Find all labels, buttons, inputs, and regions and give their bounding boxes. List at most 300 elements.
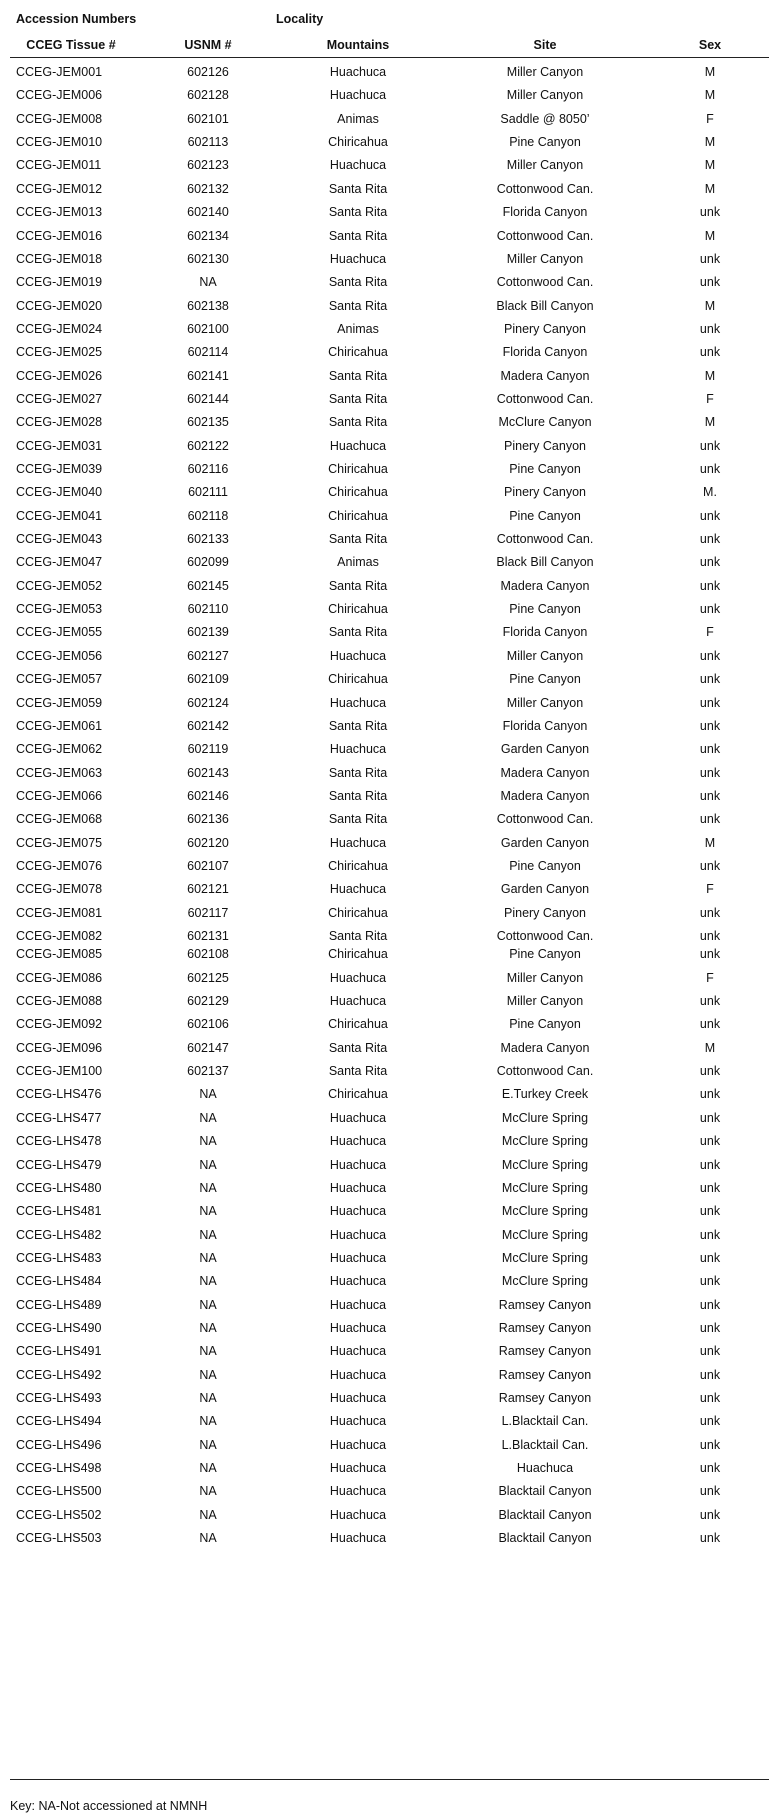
cell-site: Pine Canyon	[509, 135, 581, 150]
cell-site: Pine Canyon	[509, 508, 581, 523]
cell-site: Pine Canyon	[509, 858, 581, 873]
cell-usnm: NA	[199, 1087, 217, 1102]
cell-mountains: Chiricahua	[328, 345, 388, 360]
cell-mountains: Santa Rita	[328, 718, 388, 733]
cell-mountains: Santa Rita	[328, 298, 388, 313]
table-row	[0, 1248, 778, 1268]
table-row	[0, 879, 778, 899]
cell-sex: F	[706, 882, 714, 897]
cell-sex: unk	[699, 1134, 721, 1149]
cell-mountains: Santa Rita	[328, 532, 388, 546]
cell-usnm: 602113	[187, 135, 229, 150]
cell-tissue: CCEG-JEM088	[16, 994, 103, 1008]
cell-usnm: NA	[199, 1320, 217, 1335]
cell-site: Cottonwood Can.	[496, 532, 594, 546]
cell-site: E.Turkey Creek	[501, 1087, 589, 1102]
cell-mountains: Huachuca	[329, 1367, 387, 1382]
cell-site: Miller Canyon	[506, 88, 584, 103]
cell-mountains: Huachuca	[329, 1391, 387, 1405]
cell-sex: unk	[699, 462, 721, 476]
cell-sex: unk	[699, 251, 721, 266]
cell-sex: M	[704, 181, 716, 196]
cell-sex: unk	[699, 1484, 721, 1499]
cell-site: Ramsey Canyon	[498, 1367, 592, 1382]
cell-usnm: NA	[199, 1250, 217, 1265]
cell-tissue: CCEG-JEM040	[16, 485, 103, 500]
cell-sex: M	[704, 835, 716, 850]
cell-site: Madera Canyon	[500, 368, 590, 383]
cell-tissue: CCEG-JEM061	[16, 718, 103, 733]
cell-sex: unk	[699, 947, 721, 962]
cell-sex: M	[704, 298, 716, 313]
cell-mountains: Santa Rita	[328, 929, 388, 943]
cell-sex: unk	[699, 1507, 721, 1522]
cell-usnm: 602146	[187, 788, 229, 803]
cell-site: L.Blacktail Can.	[501, 1437, 589, 1452]
cell-tissue: CCEG-JEM092	[16, 1017, 103, 1032]
cell-site: Ramsey Canyon	[498, 1344, 592, 1359]
cell-usnm: 602100	[187, 321, 229, 336]
cell-mountains: Huachuca	[329, 1320, 387, 1335]
cell-tissue: CCEG-JEM086	[16, 970, 103, 985]
cell-site: Cottonwood Can.	[496, 1064, 594, 1079]
cell-tissue: CCEG-JEM047	[16, 555, 103, 570]
cell-site: Pine Canyon	[509, 947, 581, 962]
cell-tissue: CCEG-JEM096	[16, 1040, 103, 1055]
cell-site: McClure Spring	[501, 1180, 589, 1195]
cell-mountains: Santa Rita	[328, 765, 388, 780]
cell-usnm: 602114	[187, 345, 229, 360]
cell-usnm: NA	[199, 1157, 217, 1172]
cell-usnm: 602107	[187, 858, 229, 873]
cell-sex: unk	[699, 508, 721, 523]
cell-site: Blacktail Canyon	[498, 1531, 592, 1546]
table-row	[0, 132, 778, 152]
cell-sex: unk	[699, 648, 721, 663]
cell-site: L.Blacktail Can.	[501, 1414, 589, 1429]
cell-tissue: CCEG-LHS491	[16, 1344, 102, 1359]
table-row	[0, 833, 778, 853]
cell-usnm: NA	[199, 1367, 217, 1382]
cell-sex: unk	[699, 742, 721, 757]
table-row	[0, 926, 778, 946]
cell-sex: unk	[699, 1227, 721, 1242]
cell-mountains: Santa Rita	[328, 625, 388, 640]
cell-tissue: CCEG-LHS476	[16, 1087, 102, 1102]
cell-tissue: CCEG-JEM066	[16, 788, 103, 803]
cell-sex: M	[704, 415, 716, 430]
cell-mountains: Huachuca	[329, 158, 387, 173]
cell-site: McClure Spring	[501, 1250, 589, 1265]
cell-usnm: 602145	[187, 578, 229, 593]
table-row	[0, 809, 778, 829]
cell-mountains: Huachuca	[329, 994, 387, 1008]
cell-usnm: 602134	[187, 228, 229, 243]
table-row	[0, 202, 778, 222]
table-row	[0, 1341, 778, 1361]
cell-usnm: 602117	[187, 905, 229, 920]
cell-usnm: 602108	[187, 947, 229, 962]
cell-mountains: Chiricahua	[328, 462, 388, 476]
cell-tissue: CCEG-LHS500	[16, 1484, 102, 1499]
table-row	[0, 459, 778, 479]
cell-sex: unk	[699, 345, 721, 360]
cell-mountains: Santa Rita	[328, 391, 388, 406]
cell-usnm: NA	[199, 1204, 217, 1219]
cell-site: McClure Spring	[501, 1227, 589, 1242]
cell-tissue: CCEG-JEM039	[16, 462, 103, 476]
cell-sex: unk	[699, 765, 721, 780]
cell-sex: unk	[699, 602, 721, 617]
cell-usnm: 602125	[187, 970, 229, 985]
table-row	[0, 155, 778, 175]
cell-sex: unk	[699, 1414, 721, 1429]
cell-usnm: NA	[199, 1180, 217, 1195]
cell-tissue: CCEG-JEM001	[16, 65, 103, 79]
cell-sex: unk	[699, 672, 721, 687]
cell-site: Madera Canyon	[500, 788, 590, 803]
cell-site: Madera Canyon	[500, 1040, 590, 1055]
cell-tissue: CCEG-LHS479	[16, 1157, 102, 1172]
cell-site: Madera Canyon	[500, 578, 590, 593]
cell-tissue: CCEG-JEM026	[16, 368, 103, 383]
cell-usnm: 602142	[187, 718, 229, 733]
cell-tissue: CCEG-LHS492	[16, 1367, 102, 1382]
cell-usnm: 602121	[187, 882, 229, 897]
cell-usnm: 602127	[187, 648, 229, 663]
cell-site: Ramsey Canyon	[498, 1391, 592, 1405]
table-row	[0, 319, 778, 339]
cell-sex: unk	[699, 858, 721, 873]
cell-mountains: Santa Rita	[328, 578, 388, 593]
cell-sex: unk	[699, 1250, 721, 1265]
cell-tissue: CCEG-JEM031	[16, 438, 103, 453]
cell-mountains: Santa Rita	[328, 788, 388, 803]
cell-tissue: CCEG-JEM028	[16, 415, 103, 430]
cell-mountains: Santa Rita	[328, 812, 388, 827]
cell-mountains: Chiricahua	[328, 1017, 388, 1032]
cell-site: Miller Canyon	[506, 648, 584, 663]
cell-sex: unk	[699, 929, 721, 943]
cell-site: Florida Canyon	[502, 205, 588, 220]
cell-tissue: CCEG-JEM055	[16, 625, 103, 640]
cell-usnm: 602120	[187, 835, 229, 850]
cell-sex: unk	[699, 812, 721, 827]
cell-site: Pinery Canyon	[504, 485, 586, 500]
cell-usnm: 602147	[187, 1040, 229, 1055]
table-row	[0, 389, 778, 409]
table-row	[0, 1411, 778, 1431]
cell-mountains: Santa Rita	[328, 415, 388, 430]
cell-tissue: CCEG-JEM056	[16, 648, 103, 663]
cell-mountains: Huachuca	[329, 1531, 387, 1546]
table-row	[0, 856, 778, 876]
cell-mountains: Animas	[337, 321, 379, 336]
cell-tissue: CCEG-JEM020	[16, 298, 103, 313]
cell-tissue: CCEG-JEM013	[16, 205, 103, 220]
cell-site: Garden Canyon	[500, 742, 590, 757]
cell-sex: unk	[699, 788, 721, 803]
table-row	[0, 1318, 778, 1338]
table-row	[0, 1388, 778, 1408]
table-row	[0, 693, 778, 713]
cell-sex: F	[706, 111, 714, 126]
cell-sex: unk	[699, 1064, 721, 1079]
cell-tissue: CCEG-JEM041	[16, 508, 103, 523]
cell-site: Pinery Canyon	[504, 905, 586, 920]
cell-mountains: Huachuca	[329, 1204, 387, 1219]
cell-site: Florida Canyon	[502, 718, 588, 733]
cell-usnm: 602139	[187, 625, 229, 640]
cell-usnm: 602133	[187, 532, 229, 546]
table-row	[0, 716, 778, 736]
cell-tissue: CCEG-LHS477	[16, 1110, 102, 1125]
table-row	[0, 1435, 778, 1455]
cell-tissue: CCEG-LHS493	[16, 1391, 102, 1405]
table-row	[0, 622, 778, 642]
cell-mountains: Santa Rita	[328, 205, 388, 220]
cell-sex: unk	[699, 1391, 721, 1405]
cell-sex: unk	[699, 438, 721, 453]
cell-usnm: 602123	[187, 158, 229, 173]
cell-tissue: CCEG-JEM006	[16, 88, 103, 103]
cell-sex: unk	[699, 1087, 721, 1102]
table-row	[0, 968, 778, 988]
cell-usnm: NA	[199, 1274, 217, 1289]
cell-mountains: Santa Rita	[328, 181, 388, 196]
cell-sex: unk	[699, 1297, 721, 1312]
cell-usnm: 602132	[187, 181, 229, 196]
cell-mountains: Huachuca	[329, 742, 387, 757]
cell-sex: unk	[699, 1110, 721, 1125]
cell-usnm: NA	[199, 1227, 217, 1242]
column-header-usnm: USNM #	[184, 38, 232, 52]
cell-site: Pine Canyon	[509, 602, 581, 617]
cell-mountains: Chiricahua	[328, 602, 388, 617]
cell-mountains: Huachuca	[329, 648, 387, 663]
cell-tissue: CCEG-JEM057	[16, 672, 103, 687]
cell-usnm: NA	[199, 1531, 217, 1546]
table-row	[0, 249, 778, 269]
cell-mountains: Huachuca	[329, 1437, 387, 1452]
cell-tissue: CCEG-JEM008	[16, 111, 103, 126]
table-row	[0, 1225, 778, 1245]
cell-mountains: Huachuca	[329, 1297, 387, 1312]
table-row	[0, 903, 778, 923]
table-row	[0, 366, 778, 386]
cell-tissue: CCEG-JEM027	[16, 391, 103, 406]
cell-site: Miller Canyon	[506, 970, 584, 985]
table-row	[0, 991, 778, 1011]
cell-site: McClure Spring	[501, 1110, 589, 1125]
cell-mountains: Huachuca	[329, 251, 387, 266]
cell-site: Florida Canyon	[502, 345, 588, 360]
cell-sex: unk	[699, 1157, 721, 1172]
cell-usnm: NA	[199, 1414, 217, 1429]
cell-site: Miller Canyon	[506, 251, 584, 266]
table-row	[0, 272, 778, 292]
cell-sex: unk	[699, 1320, 721, 1335]
cell-site: Miller Canyon	[506, 695, 584, 710]
table-row	[0, 1528, 778, 1548]
cell-tissue: CCEG-LHS480	[16, 1180, 102, 1195]
cell-mountains: Chiricahua	[328, 858, 388, 873]
cell-tissue: CCEG-LHS483	[16, 1250, 102, 1265]
cell-tissue: CCEG-JEM063	[16, 765, 103, 780]
cell-mountains: Huachuca	[329, 1110, 387, 1125]
cell-mountains: Chiricahua	[328, 1087, 388, 1102]
cell-site: Madera Canyon	[500, 765, 590, 780]
cell-mountains: Huachuca	[329, 1134, 387, 1149]
cell-mountains: Chiricahua	[328, 135, 388, 150]
cell-site: Pine Canyon	[509, 462, 581, 476]
cell-sex: unk	[699, 695, 721, 710]
column-header-tissue: CCEG Tissue #	[26, 38, 116, 52]
cell-usnm: NA	[199, 1461, 217, 1475]
table-row	[0, 1084, 778, 1104]
cell-usnm: 602141	[187, 368, 229, 383]
cell-site: Garden Canyon	[500, 835, 590, 850]
cell-mountains: Huachuca	[329, 1484, 387, 1499]
cell-usnm: 602128	[187, 88, 229, 103]
cell-sex: M	[704, 368, 716, 383]
cell-site: Cottonwood Can.	[496, 181, 594, 196]
cell-tissue: CCEG-LHS503	[16, 1531, 102, 1546]
table-row	[0, 1505, 778, 1525]
cell-mountains: Huachuca	[329, 835, 387, 850]
cell-sex: unk	[699, 1274, 721, 1289]
cell-site: Florida Canyon	[502, 625, 588, 640]
cell-usnm: 602122	[187, 438, 229, 453]
table-row	[0, 412, 778, 432]
cell-tissue: CCEG-LHS489	[16, 1297, 102, 1312]
cell-tissue: CCEG-LHS484	[16, 1274, 102, 1289]
cell-usnm: 602111	[188, 485, 228, 500]
cell-tissue: CCEG-JEM059	[16, 695, 103, 710]
cell-tissue: CCEG-JEM100	[16, 1064, 103, 1079]
cell-tissue: CCEG-JEM052	[16, 578, 103, 593]
cell-site: Pinery Canyon	[504, 321, 586, 336]
table-row	[0, 1155, 778, 1175]
table-row	[0, 1481, 778, 1501]
cell-usnm: 602131	[187, 929, 229, 943]
cell-site: Miller Canyon	[506, 158, 584, 173]
cell-usnm: NA	[199, 1134, 217, 1149]
cell-site: Pine Canyon	[509, 672, 581, 687]
cell-tissue: CCEG-JEM010	[16, 135, 103, 150]
cell-sex: unk	[699, 1204, 721, 1219]
cell-usnm: 602143	[187, 765, 229, 780]
cell-usnm: 602130	[187, 251, 229, 266]
cell-usnm: 602129	[187, 994, 229, 1008]
cell-sex: M	[704, 88, 716, 103]
cell-tissue: CCEG-JEM082	[16, 929, 103, 943]
cell-sex: unk	[699, 321, 721, 336]
table-row	[0, 296, 778, 316]
cell-site: Blacktail Canyon	[498, 1484, 592, 1499]
cell-mountains: Chiricahua	[328, 508, 388, 523]
table-row	[0, 1295, 778, 1315]
table-row	[0, 786, 778, 806]
cell-usnm: 602140	[187, 205, 229, 220]
cell-usnm: 602118	[187, 508, 229, 523]
cell-tissue: CCEG-JEM076	[16, 858, 103, 873]
cell-mountains: Santa Rita	[328, 228, 388, 243]
table-row	[0, 85, 778, 105]
cell-tissue: CCEG-JEM011	[16, 158, 102, 173]
table-row	[0, 529, 778, 549]
cell-sex: M	[704, 65, 716, 79]
cell-usnm: 602099	[187, 555, 229, 570]
cell-site: Garden Canyon	[500, 882, 590, 897]
table-row	[0, 576, 778, 596]
cell-site: Cottonwood Can.	[496, 228, 594, 243]
cell-sex: unk	[699, 1344, 721, 1359]
cell-site: McClure Canyon	[498, 415, 592, 430]
cell-site: McClure Spring	[501, 1157, 589, 1172]
cell-usnm: NA	[199, 1437, 217, 1452]
cell-sex: unk	[699, 555, 721, 570]
cell-sex: M.	[703, 485, 717, 500]
cell-tissue: CCEG-JEM053	[16, 602, 103, 617]
cell-sex: M	[704, 228, 716, 243]
cell-usnm: 602137	[187, 1064, 229, 1079]
cell-usnm: 602138	[187, 298, 229, 313]
table-row	[0, 599, 778, 619]
cell-sex: unk	[699, 1461, 721, 1475]
cell-tissue: CCEG-JEM012	[16, 181, 103, 196]
cell-mountains: Huachuca	[329, 65, 387, 79]
cell-mountains: Huachuca	[329, 438, 387, 453]
table-row	[0, 1458, 778, 1478]
cell-usnm: 602135	[187, 415, 229, 430]
table-row	[0, 739, 778, 759]
table-row	[0, 669, 778, 689]
cell-usnm: 602110	[187, 602, 229, 617]
cell-usnm: NA	[199, 1391, 217, 1405]
column-header-mountains: Mountains	[326, 38, 390, 52]
cell-tissue: CCEG-LHS478	[16, 1134, 102, 1149]
cell-tissue: CCEG-JEM016	[16, 228, 103, 243]
table-row	[0, 1271, 778, 1291]
cell-usnm: 602101	[187, 111, 229, 126]
table-row	[0, 763, 778, 783]
cell-usnm: NA	[199, 1484, 217, 1499]
cell-tissue: CCEG-LHS494	[16, 1414, 102, 1429]
cell-mountains: Huachuca	[329, 1344, 387, 1359]
table-row	[0, 552, 778, 572]
cell-site: Huachuca	[516, 1461, 574, 1475]
cell-mountains: Chiricahua	[328, 905, 388, 920]
cell-sex: F	[706, 970, 714, 985]
cell-usnm: 602119	[187, 742, 229, 757]
cell-tissue: CCEG-JEM068	[16, 812, 103, 827]
table-row	[0, 944, 778, 964]
cell-site: McClure Spring	[501, 1134, 589, 1149]
table-row	[0, 1108, 778, 1128]
cell-usnm: 602106	[187, 1017, 229, 1032]
cell-site: Miller Canyon	[506, 994, 584, 1008]
cell-sex: unk	[699, 1180, 721, 1195]
cell-tissue: CCEG-LHS481	[16, 1204, 102, 1219]
cell-sex: unk	[699, 1437, 721, 1452]
cell-tissue: CCEG-JEM019	[16, 275, 103, 290]
cell-tissue: CCEG-LHS498	[16, 1461, 102, 1475]
table-row	[0, 1061, 778, 1081]
cell-mountains: Animas	[337, 555, 379, 570]
cell-site: McClure Spring	[501, 1204, 589, 1219]
cell-sex: unk	[699, 1367, 721, 1382]
